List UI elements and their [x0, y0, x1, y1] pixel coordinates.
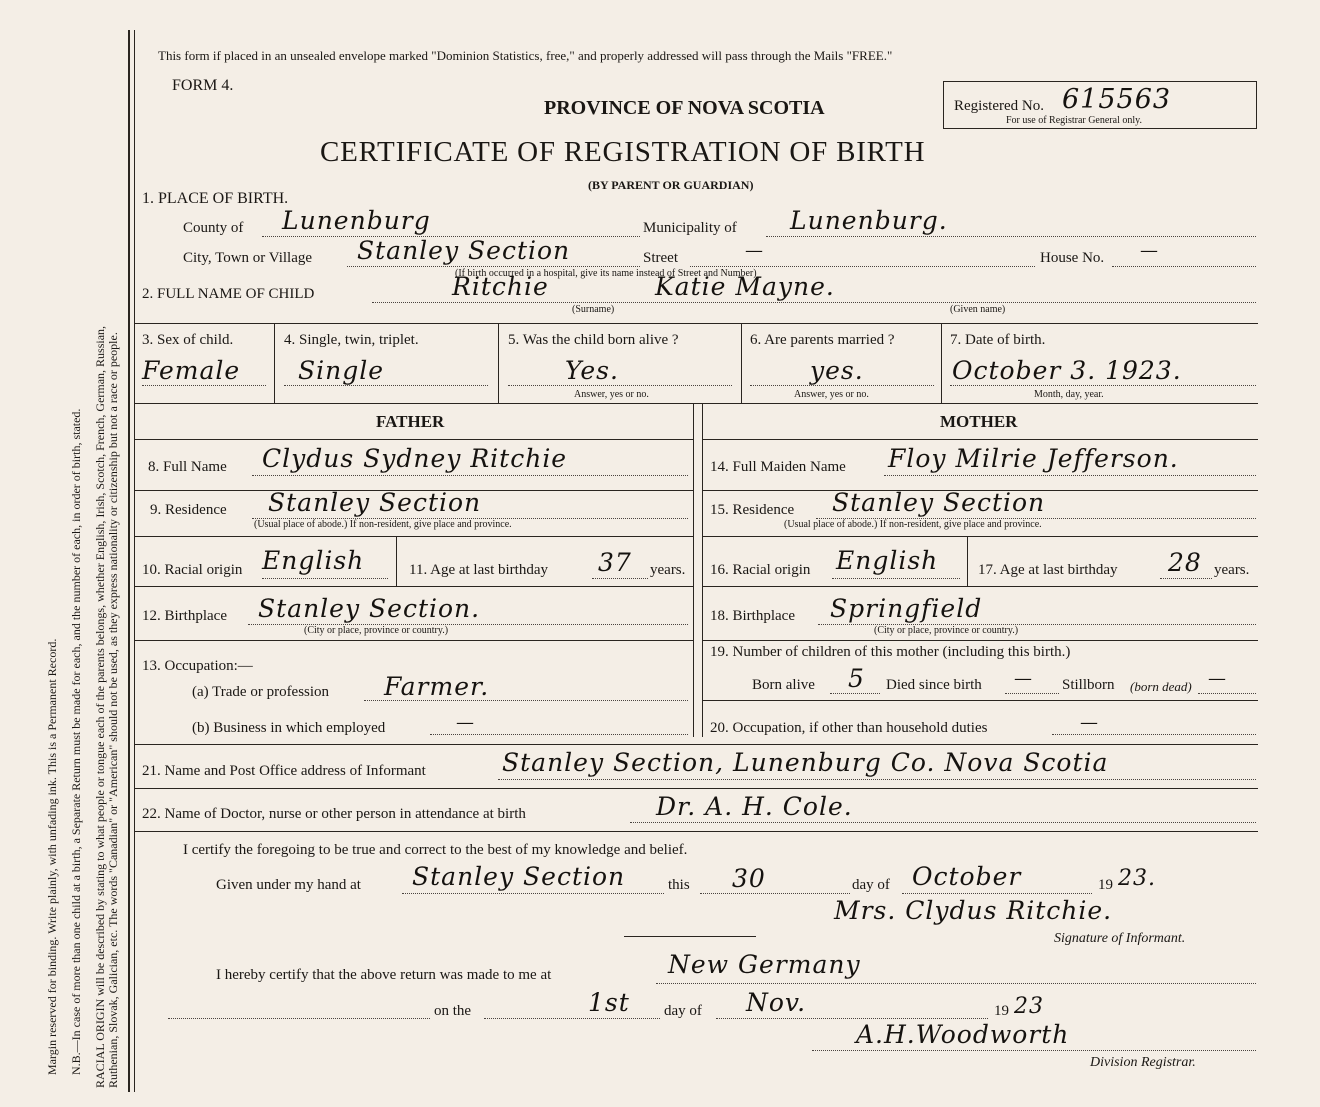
father-heading: FATHER: [376, 412, 445, 431]
mother-racial-origin-value: English: [836, 546, 939, 575]
father-age-label: 11. Age at last birthday: [409, 562, 548, 578]
given-at-value: Stanley Section: [412, 862, 626, 891]
margin-note-multiple-births: N.B.—In case of more than one child at a birth, a Separate Return must be made for each, and the number of each, in order of birth, stated.: [69, 408, 83, 1075]
street-label: Street: [643, 250, 678, 266]
registered-label: Registered No.: [954, 98, 1044, 114]
margin-note-binding: Margin reserved for binding. Write plainly, with unfading ink. This is a Permanent Record.: [45, 638, 59, 1075]
died-since-birth-value: —: [1014, 668, 1033, 689]
mother-heading: MOTHER: [940, 412, 1018, 431]
father-age-unit: years.: [650, 562, 686, 578]
father-birthplace-label: 12. Birthplace: [142, 608, 227, 624]
sex-value: Female: [142, 356, 241, 385]
place-heading: 1. PLACE OF BIRTH.: [142, 190, 289, 207]
registered-number: 615563: [1062, 84, 1172, 115]
registration-month-value: Nov.: [746, 988, 807, 1017]
mother-residence-value: Stanley Section: [832, 488, 1046, 517]
date-of-birth-note: Month, day, year.: [1034, 389, 1104, 400]
margin-note-racial-origin: RACIAL ORIGIN will be described by stating to what people or tongue each of the parents belongs, whether English, Irish, Scotch, French, German, Russian,: [93, 325, 107, 1088]
born-alive-label: 5. Was the child born alive ?: [508, 332, 679, 348]
given-at-label: Given under my hand at: [216, 877, 361, 893]
mother-birthplace-note: (City or place, province or country.): [874, 625, 1019, 636]
hospital-note: (If birth occurred in a hospital, give its name instead of Street and Number): [455, 268, 757, 279]
informant-label: 21. Name and Post Office address of Informant: [142, 763, 426, 779]
father-trade-value: Farmer.: [384, 672, 490, 701]
certify-statement: I certify the foregoing to be true and correct to the best of my knowledge and belief.: [183, 842, 688, 858]
registrar-note: For use of Registrar General only.: [1006, 115, 1142, 126]
registration-year-value: 23: [1014, 994, 1044, 1019]
born-alive-note: Answer, yes or no.: [574, 389, 649, 400]
mother-residence-note: (Usual place of abode.) If non-resident, give place and province.: [784, 519, 1042, 530]
registrar-place-value: New Germany: [668, 950, 861, 979]
street-value: —: [745, 240, 764, 261]
certificate-title: CERTIFICATE OF REGISTRATION OF BIRTH: [320, 136, 926, 168]
doctor-value: Dr. A. H. Cole.: [656, 792, 853, 821]
mail-notice: This form if placed in an unsealed envelope marked "Dominion Statistics, free," and properly addressed will pass through the Mails "FREE.": [158, 48, 893, 63]
informant-signature-caption: Signature of Informant.: [1054, 931, 1186, 946]
father-age-value: 37: [598, 548, 632, 577]
certificate-subtitle: (BY PARENT OR GUARDIAN): [588, 178, 754, 192]
informant-value: Stanley Section, Lunenburg Co. Nova Scotia: [502, 748, 1109, 777]
father-trade-label: (a) Trade or profession: [192, 684, 330, 700]
margin-rule-inner: [134, 30, 135, 1092]
parents-married-label: 6. Are parents married ?: [750, 332, 895, 348]
born-alive-count-value: 5: [848, 664, 865, 693]
mother-birthplace-label: 18. Birthplace: [710, 608, 795, 624]
died-since-birth-label: Died since birth: [886, 677, 982, 693]
mother-age-unit: years.: [1214, 562, 1250, 578]
given-name-note: (Given name): [950, 304, 1006, 315]
doctor-label: 22. Name of Doctor, nurse or other person in attendance at birth: [142, 806, 526, 822]
mother-birthplace-value: Springfield: [830, 594, 983, 623]
city-label: City, Town or Village: [183, 250, 313, 266]
given-year-prefix: 19: [1098, 877, 1113, 893]
plurality-value: Single: [298, 356, 385, 385]
stillborn-note: (born dead): [1130, 679, 1192, 694]
city-value: Stanley Section: [357, 236, 571, 265]
stillborn-label: Stillborn: [1062, 677, 1115, 693]
mother-occupation-value: —: [1080, 712, 1099, 733]
mother-occupation-label: 20. Occupation, if other than household duties: [710, 720, 988, 736]
registration-year-prefix: 19: [994, 1003, 1009, 1019]
born-alive-count-label: Born alive: [752, 677, 815, 693]
father-residence-note: (Usual place of abode.) If non-resident, give place and province.: [254, 519, 512, 530]
margin-rule: [128, 30, 130, 1092]
sex-label: 3. Sex of child.: [142, 332, 234, 348]
given-month-value: October: [912, 862, 1022, 891]
mother-age-value: 28: [1168, 548, 1202, 577]
registrar-signature: A.H.Woodworth: [856, 1020, 1070, 1049]
province-heading: PROVINCE OF NOVA SCOTIA: [544, 97, 825, 119]
father-name-label: 8. Full Name: [148, 459, 227, 475]
county-value: Lunenburg: [282, 206, 431, 235]
municipality-label: Municipality of: [643, 220, 737, 236]
registration-day-of-label: day of: [664, 1003, 702, 1019]
mother-age-label: 17. Age at last birthday: [978, 562, 1118, 578]
father-residence-label: 9. Residence: [150, 502, 227, 518]
registration-day-value: 1st: [588, 988, 630, 1017]
given-day-of-label: day of: [852, 877, 890, 893]
house-number-value: —: [1140, 240, 1159, 261]
mother-racial-origin-label: 16. Racial origin: [710, 562, 811, 578]
born-alive-value: Yes.: [565, 356, 619, 385]
county-label: County of: [183, 220, 244, 236]
mother-name-label: 14. Full Maiden Name: [710, 459, 846, 475]
father-birthplace-value: Stanley Section.: [258, 594, 481, 623]
parents-married-value: yes.: [810, 356, 864, 385]
municipality-value: Lunenburg.: [790, 206, 948, 235]
child-given-name-value: Katie Mayne.: [655, 272, 835, 301]
father-racial-origin-label: 10. Racial origin: [142, 562, 243, 578]
margin-note-racial-origin-cont: Ruthenian, Slovak, Galician, etc. The words "Canadian" or "American" should not be used, as they express nationality or citizenship but not a race or people.: [106, 332, 120, 1088]
father-racial-origin-value: English: [262, 546, 365, 575]
given-day-value: 30: [732, 864, 766, 893]
mother-name-value: Floy Milrie Jefferson.: [888, 444, 1179, 473]
this-label: this: [668, 877, 690, 893]
mother-children-label: 19. Number of children of this mother (including this birth.): [710, 644, 1071, 660]
father-birthplace-note: (City or place, province or country.): [304, 625, 449, 636]
father-name-value: Clydus Sydney Ritchie: [262, 444, 568, 473]
mother-residence-label: 15. Residence: [710, 502, 795, 518]
date-of-birth-label: 7. Date of birth.: [950, 332, 1046, 348]
plurality-label: 4. Single, twin, triplet.: [284, 332, 419, 348]
registrar-signature-caption: Division Registrar.: [1090, 1055, 1196, 1070]
stillborn-value: —: [1208, 668, 1227, 689]
father-business-label: (b) Business in which employed: [192, 720, 386, 736]
on-the-label: on the: [434, 1003, 472, 1019]
house-number-label: House No.: [1040, 250, 1105, 266]
parents-married-note: Answer, yes or no.: [794, 389, 869, 400]
surname-note: (Surname): [572, 304, 615, 315]
father-occupation-label: 13. Occupation:—: [142, 658, 253, 674]
father-residence-value: Stanley Section: [268, 488, 482, 517]
given-year-value: 23.: [1118, 866, 1156, 891]
child-surname-value: Ritchie: [452, 272, 549, 301]
registrar-statement: I hereby certify that the above return was made to me at: [216, 967, 552, 983]
father-business-value: —: [456, 712, 475, 733]
form-number: FORM 4.: [172, 77, 234, 94]
date-of-birth-value: October 3. 1923.: [952, 356, 1182, 385]
informant-signature: Mrs. Clydus Ritchie.: [834, 896, 1113, 925]
child-name-label: 2. FULL NAME OF CHILD: [142, 286, 315, 302]
